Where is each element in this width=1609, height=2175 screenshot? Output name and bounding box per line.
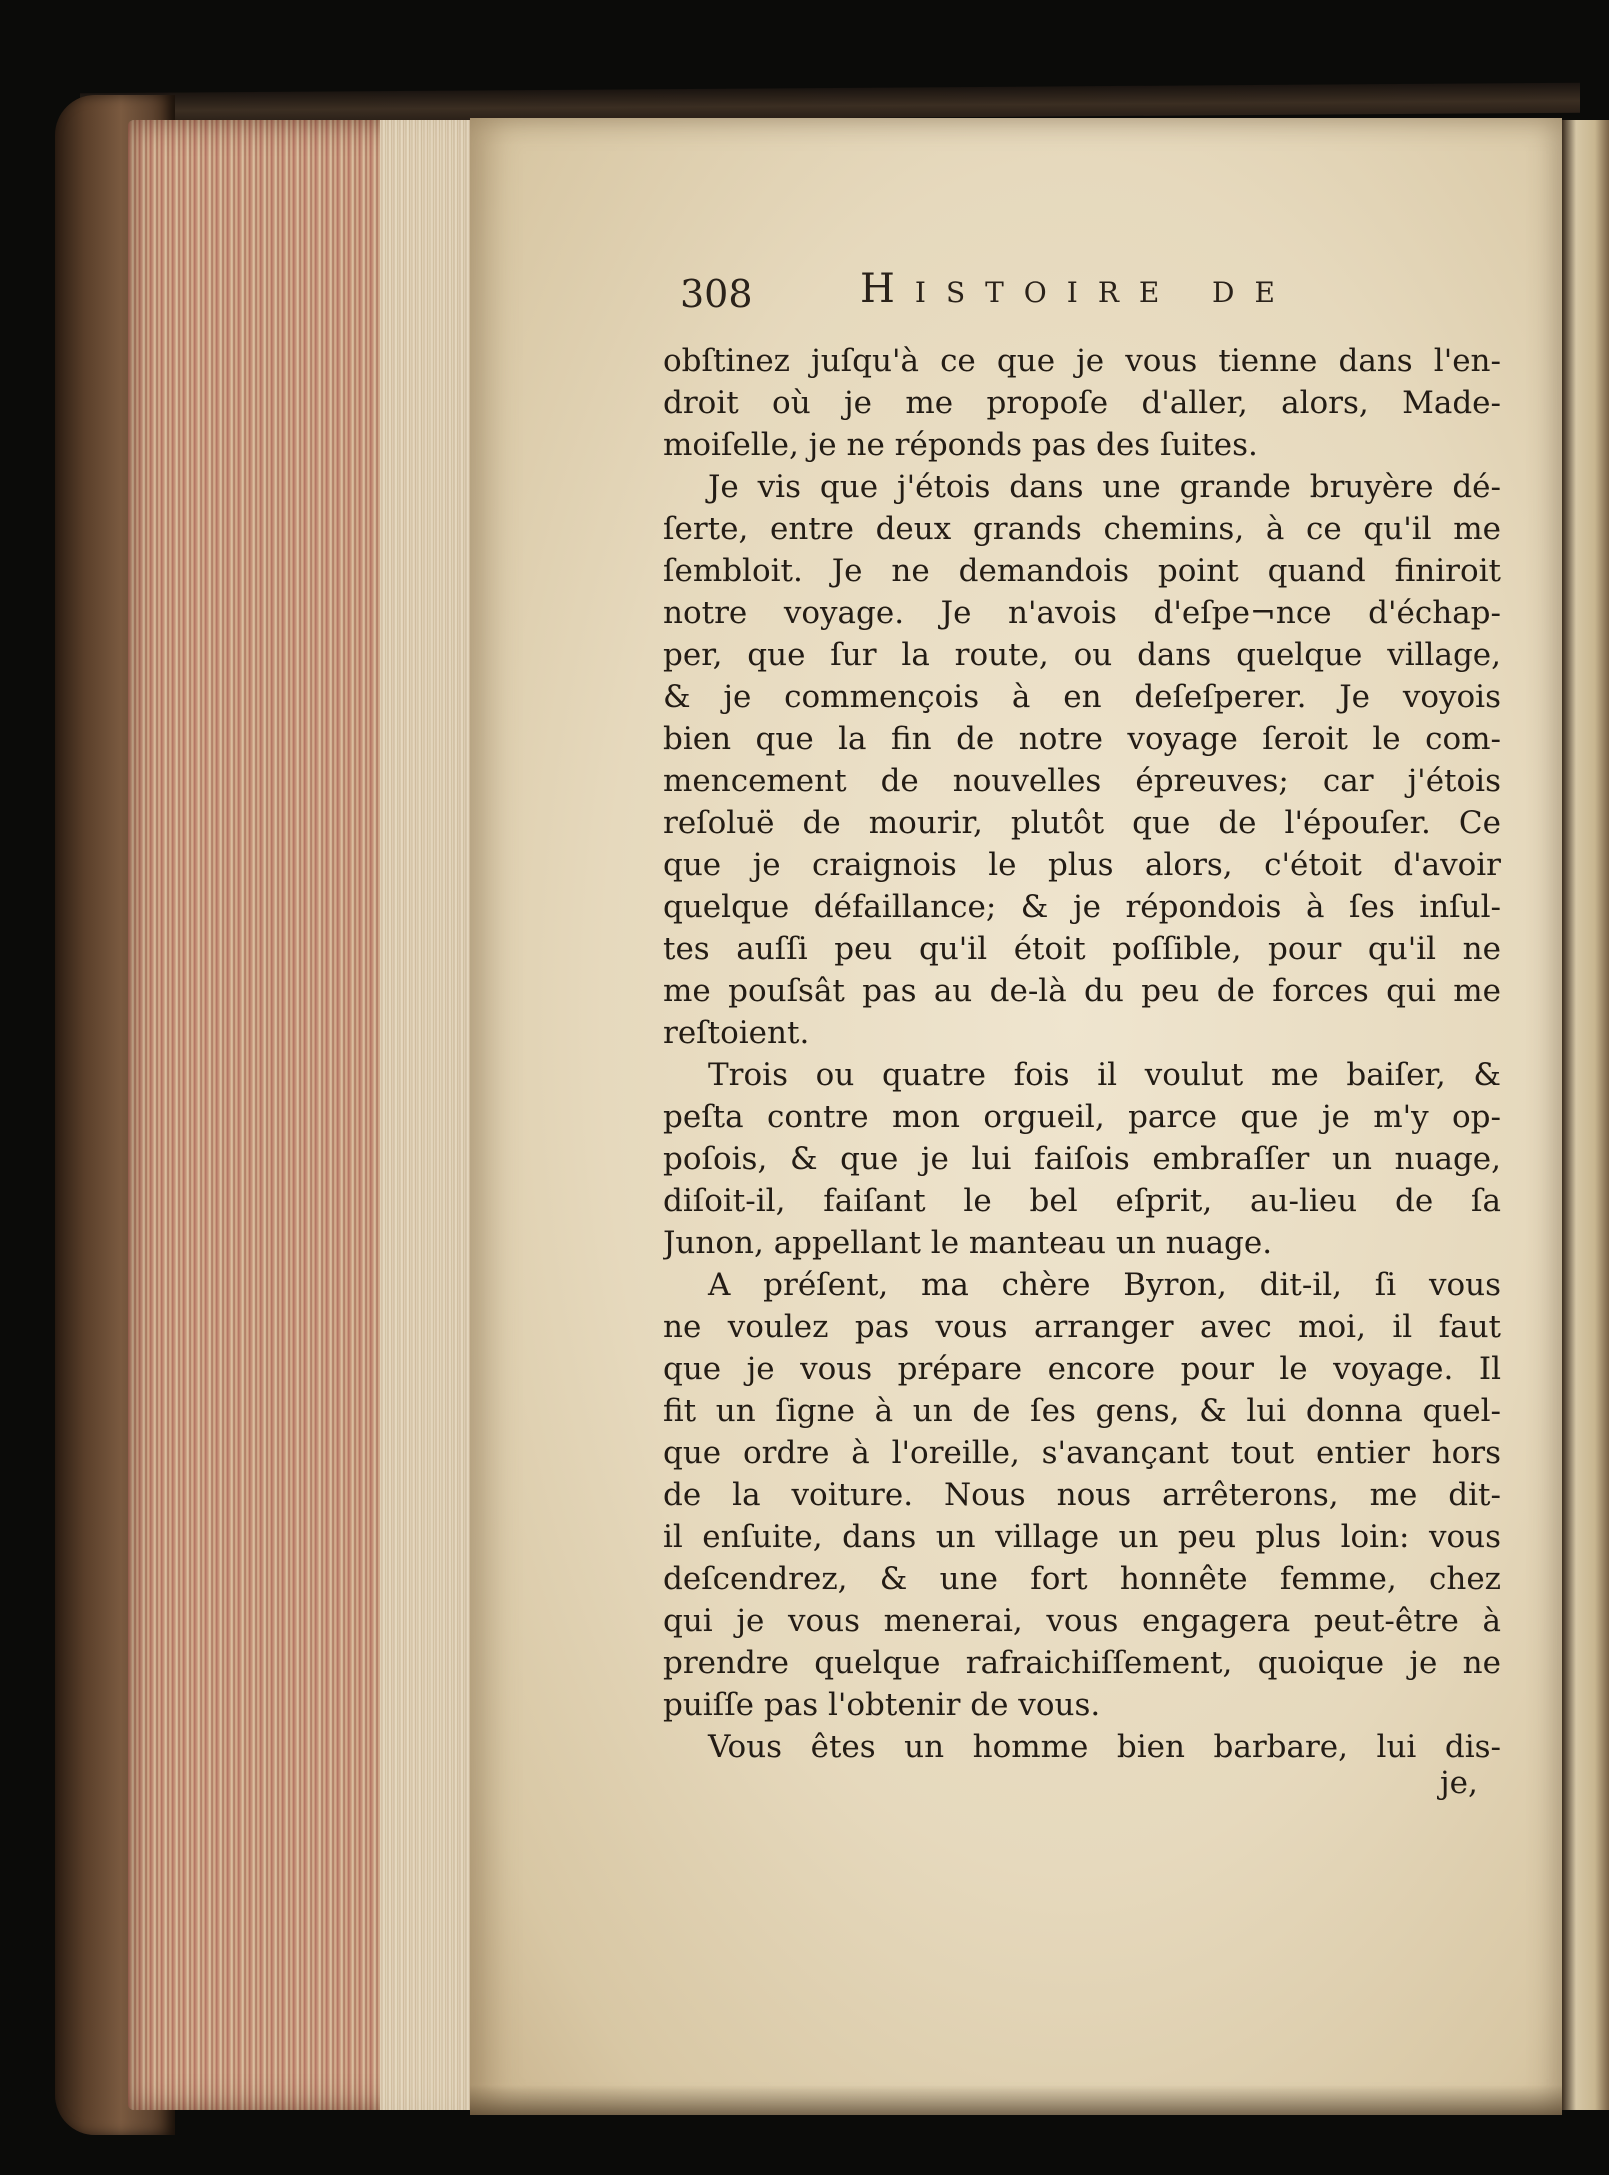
text-line: A préſent, ma chère Byron, dit-il, ſi vous (708, 1267, 1501, 1303)
text-line: que ordre à l'oreille, s'avançant tout entier hors (663, 1435, 1501, 1471)
text-line: ſembloit. Je ne demandois point quand finiroit (663, 553, 1501, 589)
catchword: je, (1440, 1765, 1478, 1801)
running-title: Histoire de (860, 266, 1295, 312)
body-text (663, 340, 1501, 1768)
text-line: que je vous prépare encore pour le voyage. Il (663, 1351, 1501, 1387)
text-line: peſta contre mon orgueil, parce que je m'y op- (663, 1099, 1501, 1135)
page-shadow (470, 2085, 1562, 2115)
page-header (680, 266, 1500, 326)
text-line: ſerte, entre deux grands chemins, à ce qu'il me (663, 511, 1501, 547)
text-line: prendre quelque rafraichiſſement, quoique je ne (663, 1645, 1501, 1681)
text-line: de la voiture. Nous nous arrêterons, me dit- (663, 1477, 1501, 1513)
text-line: Je vis que j'étois dans une grande bruyère dé- (708, 469, 1501, 505)
text-line: me pouſsât pas au de-là du peu de forces qui me (663, 973, 1501, 1009)
text-line: mencement de nouvelles épreuves; car j'étois (663, 763, 1501, 799)
text-line: fit un ſigne à un de ſes gens, & lui donna quel- (663, 1393, 1501, 1429)
text-line: per, que ſur la route, ou dans quelque village, (663, 637, 1501, 673)
text-line: bien que la fin de notre voyage ſeroit le com- (663, 721, 1501, 757)
text-line: reſtoient. (663, 1015, 810, 1051)
text-line: Trois ou quatre fois il voulut me baiſer, & (708, 1057, 1501, 1093)
facing-page-edge (1562, 120, 1609, 2110)
text-line: Junon, appellant le manteau un nuage. (663, 1225, 1273, 1261)
text-line: qui je vous menerai, vous engagera peut-être à (663, 1603, 1501, 1639)
text-line: & je commençois à en deſeſperer. Je voyois (663, 679, 1501, 715)
page-edges-inner (380, 120, 475, 2110)
text-line: diſoit-il, faiſant le bel eſprit, au-lieu de ſa (663, 1183, 1501, 1219)
text-line: tes auſſi peu qu'il étoit poſſible, pour qu'il ne (663, 931, 1501, 967)
text-line: notre voyage. Je n'avois d'eſpe¬nce d'échap- (663, 595, 1501, 631)
text-line: obſtinez juſqu'à ce que je vous tienne dans l'en- (663, 343, 1501, 379)
text-line: quelque défaillance; & je répondois à ſes inſul- (663, 889, 1501, 925)
text-line: reſoluë de mourir, plutôt que de l'épouſer. Ce (663, 805, 1501, 841)
text-line: il enſuite, dans un village un peu plus loin: vous (663, 1519, 1501, 1555)
text-line: puiſſe pas l'obtenir de vous. (663, 1687, 1101, 1723)
text-line: ne voulez pas vous arranger avec moi, il faut (663, 1309, 1501, 1345)
text-line: que je craignois le plus alors, c'étoit d'avoir (663, 847, 1501, 883)
text-line: moiſelle, je ne réponds pas des ſuites. (663, 427, 1258, 463)
text-line: poſois, & que je lui faiſois embraſſer un nuage, (663, 1141, 1501, 1177)
text-line: deſcendrez, & une fort honnête femme, chez (663, 1561, 1501, 1597)
text-line: Vous êtes un homme bien barbare, lui dis- (708, 1729, 1501, 1765)
text-line: droit où je me propoſe d'aller, alors, Made- (663, 385, 1501, 421)
page-number: 308 (680, 272, 753, 316)
